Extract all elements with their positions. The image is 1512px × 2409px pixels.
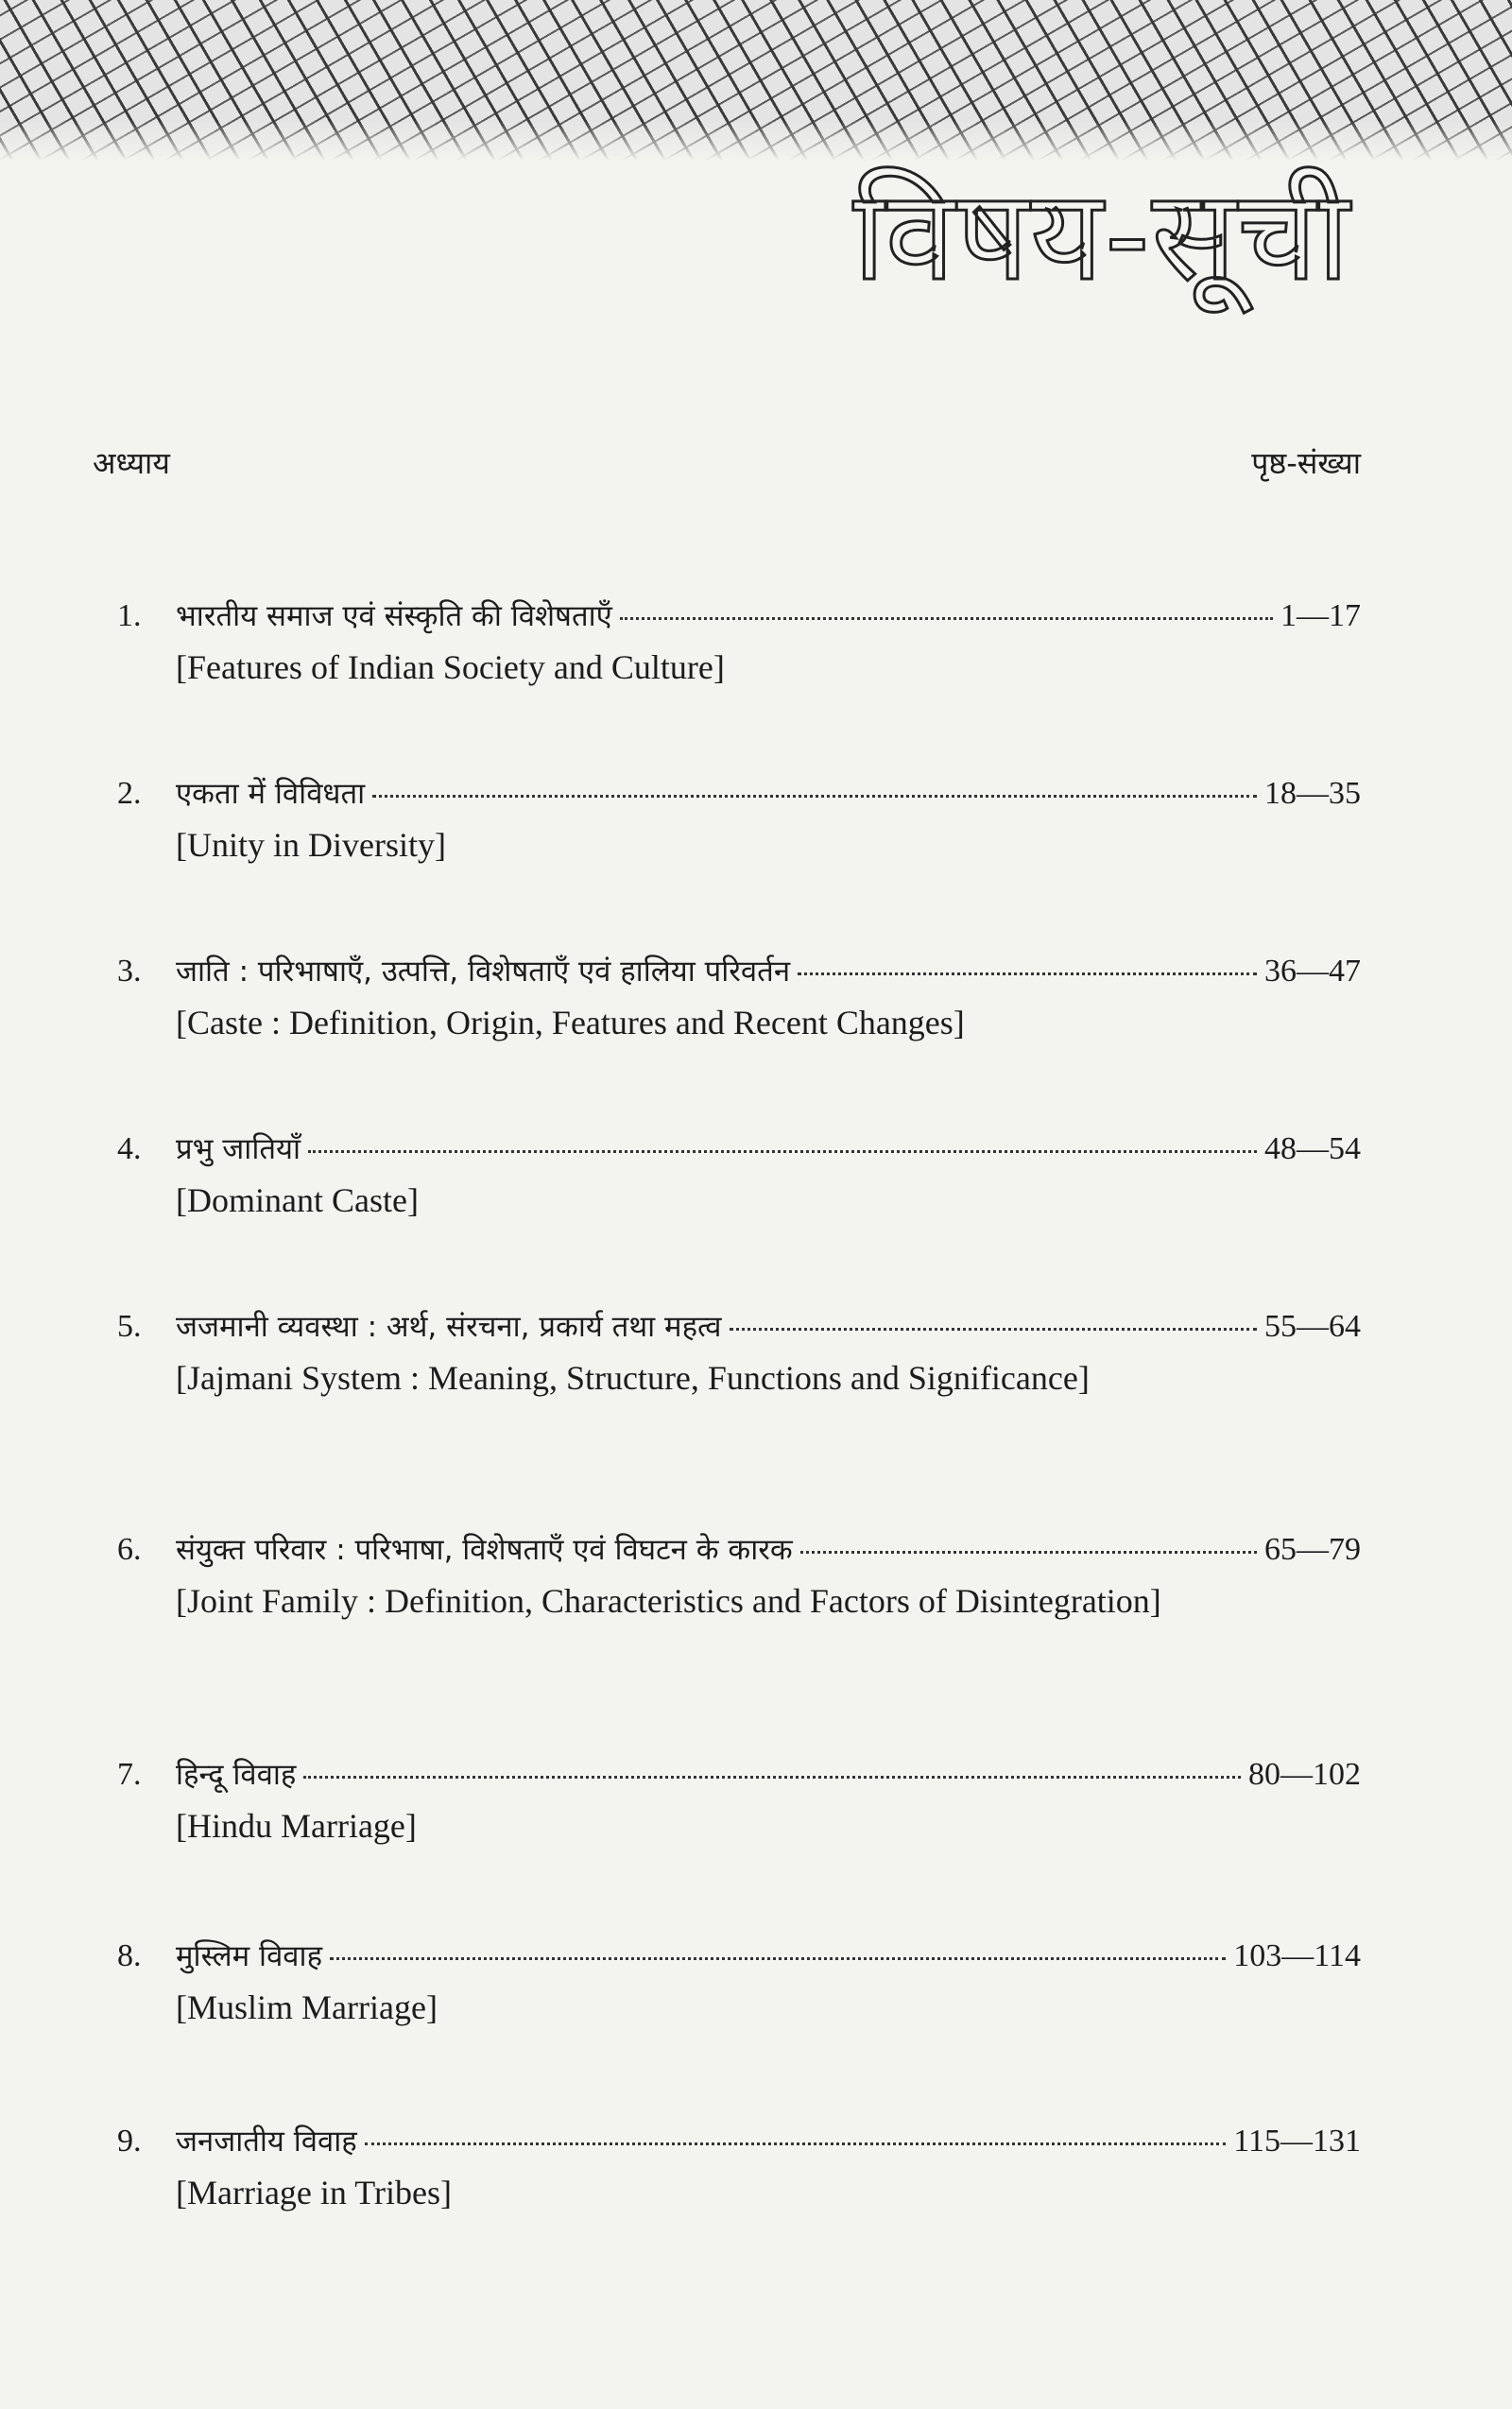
toc-entry-9[interactable] — [117, 2121, 1361, 2215]
entry-number: 4. — [117, 1131, 142, 1166]
toc-entry-6[interactable] — [117, 1529, 1361, 1624]
entry-title-english: [Unity in Diversity] — [176, 826, 446, 864]
entry-pages: 48—54 — [1264, 1131, 1361, 1166]
toc-entry-4[interactable] — [117, 1128, 1361, 1223]
dot-leader — [730, 1327, 1258, 1331]
entry-title-english: [Jajmani System : Meaning, Structure, Functions and Significance] — [176, 1359, 1090, 1397]
entry-number: 1. — [117, 598, 142, 633]
entry-title-hindi: मुस्लिम विवाह — [176, 1939, 323, 1973]
entry-number: 7. — [117, 1757, 142, 1792]
page-title: विषय-सूची — [852, 163, 1351, 309]
entry-title-english: [Dominant Caste] — [176, 1181, 419, 1219]
entry-number: 6. — [117, 1532, 142, 1567]
dot-leader — [798, 972, 1257, 975]
entry-title-english: [Caste : Definition, Origin, Features and Recent Changes] — [176, 1004, 965, 1041]
entry-title-hindi: हिन्दू विवाह — [176, 1758, 297, 1792]
toc-entry-5[interactable] — [117, 1306, 1361, 1401]
entry-title-hindi: एकता में विविधता — [176, 777, 366, 811]
toc-entry-7[interactable] — [117, 1754, 1361, 1849]
entry-number: 9. — [117, 2124, 142, 2159]
toc-entry-3[interactable] — [117, 951, 1361, 1045]
entry-number: 8. — [117, 1938, 142, 1973]
entry-pages: 1—17 — [1280, 598, 1361, 633]
decorative-pattern-banner — [0, 0, 1512, 161]
entry-number: 3. — [117, 954, 142, 989]
toc-entry-1[interactable] — [117, 595, 1361, 690]
column-header-chapter: अध्याय — [93, 445, 170, 481]
dot-leader — [330, 1956, 1226, 1960]
entry-pages: 115—131 — [1233, 2124, 1361, 2159]
entry-pages: 103—114 — [1233, 1938, 1361, 1973]
entry-title-hindi: संयुक्त परिवार : परिभाषा, विशेषताएँ एवं विघटन के कारक — [176, 1533, 793, 1567]
toc-entry-2[interactable] — [117, 773, 1361, 868]
dot-leader — [620, 616, 1273, 620]
entry-title-english: [Features of Indian Society and Culture] — [176, 648, 725, 686]
entry-title-english: [Marriage in Tribes] — [176, 2174, 452, 2211]
entry-title-hindi: प्रभु जातियाँ — [176, 1132, 301, 1166]
dot-leader — [372, 794, 1257, 798]
entry-title-hindi: जजमानी व्यवस्था : अर्थ, संरचना, प्रकार्य तथा महत्व — [176, 1310, 722, 1344]
dot-leader — [800, 1550, 1257, 1554]
entry-title-hindi: जाति : परिभाषाएँ, उत्पत्ति, विशेषताएँ एवं हालिया परिवर्तन — [176, 955, 791, 989]
entry-title-english: [Muslim Marriage] — [176, 1988, 438, 2026]
entry-number: 2. — [117, 776, 142, 811]
column-header-page-number: पृष्ठ-संख्या — [1251, 445, 1361, 481]
entry-title-english: [Hindu Marriage] — [176, 1807, 417, 1845]
entry-title-hindi: भारतीय समाज एवं संस्कृति की विशेषताएँ — [176, 599, 612, 633]
entry-title-english: [Joint Family : Definition, Characteristics and Factors of Disintegration] — [176, 1582, 1161, 1620]
dot-leader — [303, 1775, 1241, 1779]
entry-pages: 18—35 — [1264, 776, 1361, 811]
dot-leader — [308, 1149, 1257, 1153]
entry-pages: 55—64 — [1264, 1309, 1361, 1344]
entry-title-hindi: जनजातीय विवाह — [176, 2125, 357, 2159]
dot-leader — [365, 2142, 1226, 2145]
entry-pages: 36—47 — [1264, 954, 1361, 989]
entry-pages: 80—102 — [1248, 1757, 1361, 1792]
entry-number: 5. — [117, 1309, 142, 1344]
entry-pages: 65—79 — [1264, 1532, 1361, 1567]
toc-entry-8[interactable] — [117, 1936, 1361, 2030]
